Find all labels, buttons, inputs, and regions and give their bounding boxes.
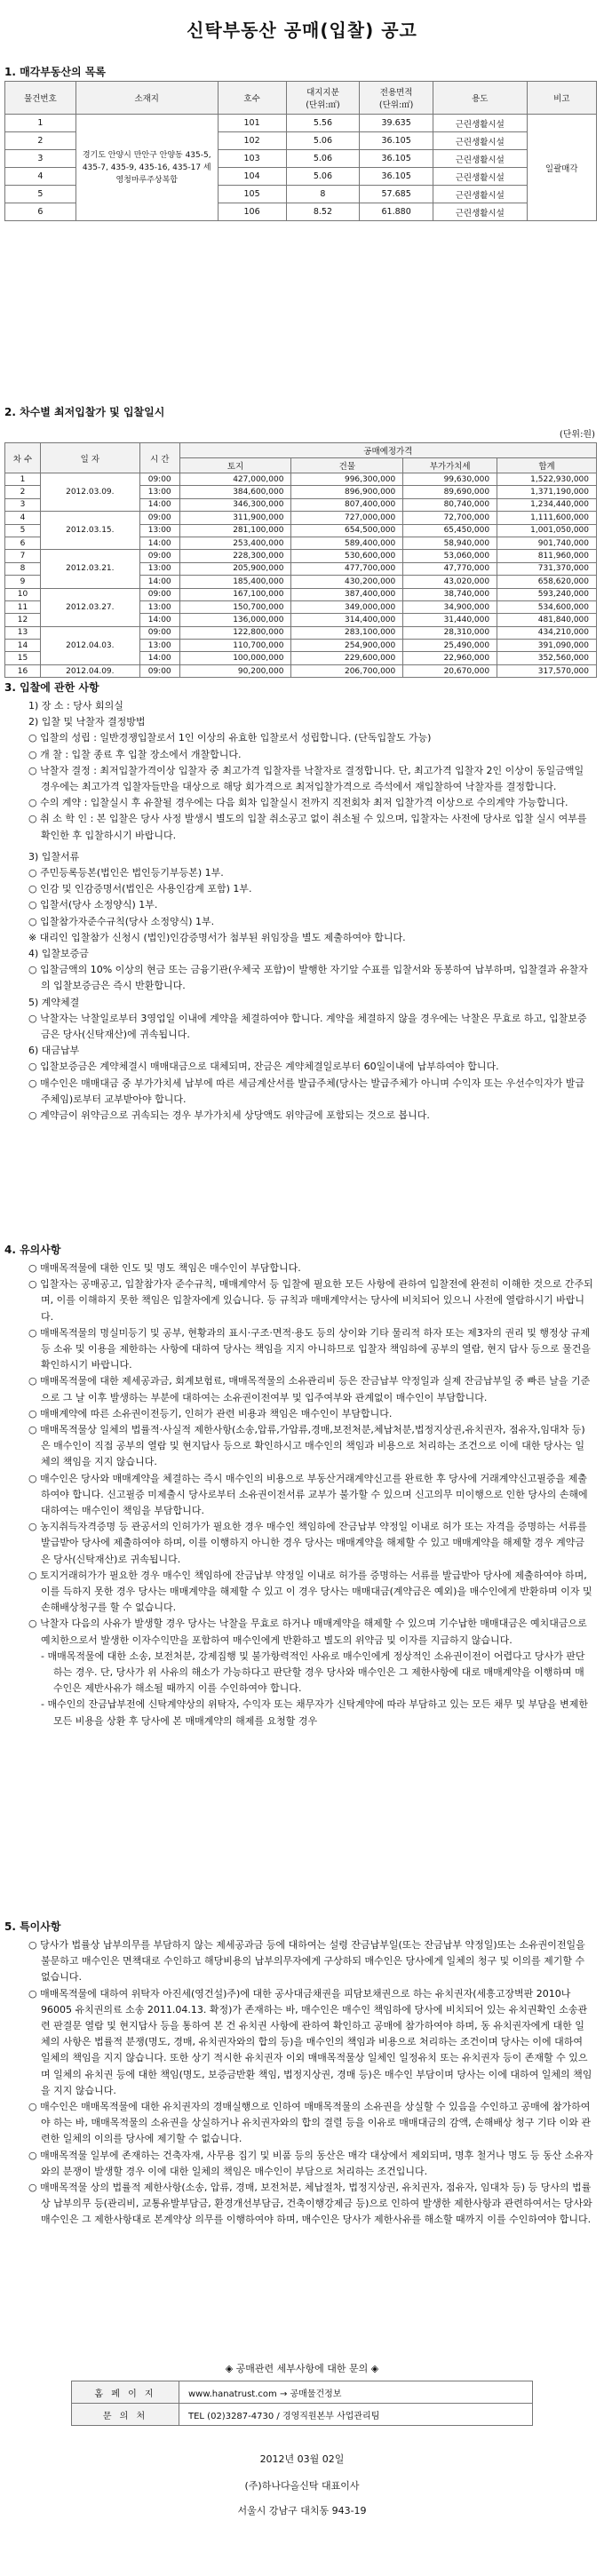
- unit-label: (단위:원): [559, 430, 595, 440]
- cell-time: 13:00: [139, 486, 179, 498]
- cell-land: 185,400,000: [179, 576, 291, 588]
- cell-land: 8.52: [286, 203, 360, 221]
- cell-vat: 65,450,000: [403, 524, 497, 537]
- section3-body: [16, 698, 593, 1124]
- cell-total: 1,371,190,000: [497, 486, 597, 498]
- cell-location: 경기도 안양시 만안구 안양동 435-5, 435-7, 435-9, 435-16, 435-17 세영청마루주상복합: [76, 115, 218, 221]
- text-line: ○ 인감 및 인감증명서(법인은 사용인감계 포함) 1부.: [28, 883, 252, 895]
- text-line: ○ 취 소 학 인 : 본 입찰은 당사 사정 발생시 별도의 입찰 취소공고 없이 취소될 수 있으며, 입찰자는 사전에 당사로 입찰 실시 여부를 확인한 후 입찰하시기 바랍니다.: [28, 813, 587, 841]
- header-cell: 비고: [527, 82, 596, 115]
- cell-remark: 일괄매각: [527, 115, 596, 221]
- cell-vat: 28,310,000: [403, 626, 497, 639]
- text-line: ○ 주민등록등본(법인은 법인등기부등본) 1부.: [28, 867, 224, 879]
- section3-heading: 3. 입찰에 관한 사항: [4, 681, 99, 694]
- cell-use: 근린생활시설: [433, 203, 527, 221]
- cell-building: 896,900,000: [291, 486, 403, 498]
- cell-building: 387,400,000: [291, 588, 403, 600]
- cell-date: 2012.03.21.: [40, 550, 139, 588]
- cell-time: 14:00: [139, 652, 179, 664]
- header-cell: 물건번호: [5, 82, 76, 115]
- cell-use: 근린생활시설: [433, 132, 527, 150]
- cell-round: 6: [5, 537, 41, 549]
- cell-time: 09:00: [139, 664, 179, 677]
- cell-area: 36.105: [360, 150, 433, 168]
- cell-time: 09:00: [139, 512, 179, 524]
- cell-building: 530,600,000: [291, 550, 403, 562]
- cell-land: 150,700,000: [179, 600, 291, 613]
- cell-time: 14:00: [139, 537, 179, 549]
- contact-heading: ◈ 공매관련 세부사항에 대한 문의 ◈: [225, 2363, 379, 2374]
- cell-building: 349,000,000: [291, 600, 403, 613]
- cell-total: 317,570,000: [497, 664, 597, 677]
- cell-building: 477,700,000: [291, 562, 403, 575]
- cell-land: 136,000,000: [179, 614, 291, 626]
- text-line: ○ 매수인은 매매목적물에 대한 유치권자의 경매실행으로 인하여 매매목적물의 소유권을 상실할 수 있음을 수인하고 공매에 참가하여야 하는 바, 매매목적물의 소유권을 상실하거나 유치권자와의 합의 결렬 등을 이유로 매매대금의 감액, 손해배상 청구 기타 이와 관련한 일체의 이의를 당사에 제기할 수 없습니다.: [28, 2101, 591, 2145]
- contact-value: TEL (02)3287-4730 / 경영직원본부 사업관리팀: [179, 2404, 533, 2426]
- header-round: 차 수: [5, 443, 41, 473]
- header-total: 합계: [497, 458, 597, 473]
- contact-label: 홈 페 이 지: [72, 2381, 179, 2404]
- cell-land: 384,600,000: [179, 486, 291, 498]
- text-line: ※ 대리인 입찰참가 신청시 (법인)인감증명서가 첨부된 위임장을 별도 제출하여야 합니다.: [28, 931, 406, 943]
- cell-total: 1,234,440,000: [497, 498, 597, 511]
- text-line: ○ 토지거래허가가 필요한 경우 매수인 책임하에 잔금납부 약정일 이내로 허가를 증명하는 서류를 발급받아 당사에 제출하여야 하며, 이를 득하지 못한 경우 당사는 매매계약을 해제할 수 있고 이 경우 당사는 매매대금(계약금은 예외)을 매수인에게 반환하며 이자 및 손해배상청구를 할 수 없습니다.: [28, 1569, 592, 1614]
- text-line: 5) 계약체결: [28, 996, 80, 1008]
- header-cell: 소재지: [76, 82, 218, 115]
- cell-land: 346,300,000: [179, 498, 291, 511]
- cell-land: 5.06: [286, 150, 360, 168]
- text-line: ○ 매매목적물에 대하여 위탁자 아진세(영건설)주)에 대한 공사대금채권을 피담보채권으로 하는 유치권자(세흥고장벽판 2010나96005 유치권의료 소송 2011.04.13. 확정)가 존재하는 바, 매수인은 매수인 책임하에 당사에 비치되어 있는 유치권확인 소송관련 판결문 열람 및 현지답사 등을 통하여 본 건 유치권 사항에 관하여 확인하고 공매에 참가하여야 하며, 동 유치권자에게 대한 일체의 사항은 법률적 분쟁(명도, 경매, 유치권자와의 합의 등)을 매수인의 책임과 비용으로 처리하는 조건이며 당사는 이에 대하여 일체의 책임을 지지 않습니다. 또한 상기 적시한 유치권자 이외 매매목적물상 일체인 일정유치 또는 유치권자 등이 존재할 수 있으며 일체의 유치권 등에 대한 책임(명도, 보증금반환 책임, 법정지상권, 경매 등)은 매수인 부담이며 당사는 이에 대하여 일체의 책임을 지지 않습니다.: [28, 1987, 592, 2096]
- cell-building: 314,400,000: [291, 614, 403, 626]
- cell-vat: 20,670,000: [403, 664, 497, 677]
- company-name: (주)하나다올신탁 대표이사: [244, 2480, 360, 2492]
- cell-vat: 89,690,000: [403, 486, 497, 498]
- cell-round: 1: [5, 473, 41, 486]
- cell-building: 206,700,000: [291, 664, 403, 677]
- cell-round: 8: [5, 562, 41, 575]
- cell-area: 36.105: [360, 132, 433, 150]
- cell-time: 09:00: [139, 626, 179, 639]
- cell-round: 13: [5, 626, 41, 639]
- cell-time: 09:00: [139, 588, 179, 600]
- cell-land: 5.06: [286, 168, 360, 186]
- cell-round: 4: [5, 512, 41, 524]
- text-line: ○ 낙찰자는 낙찰일로부터 3영업일 이내에 계약을 체결하여야 합니다. 계약을 체결하지 않을 경우에는 낙찰은 무효로 하고, 입찰보증금은 당사(신탁재산)에 귀속됩니다.: [28, 1012, 587, 1041]
- cell-time: 13:00: [139, 640, 179, 652]
- text-line: ○ 매매목적물 일부에 존재하는 건축자재, 사무용 집기 및 비품 등의 동산은 매각 대상에서 제외되며, 명후 철거나 명도 등 동산 소유자와의 분쟁이 발생할 경우 이에 대한 일체의 책임은 매수인이 부담으로 처리하는 조건입니다.: [28, 2149, 593, 2177]
- cell-building: 229,600,000: [291, 652, 403, 664]
- text-line: ○ 매매목적물에 대한 제세공과금, 회계보험료, 매매목적물의 소유관리비 등은 잔금납부 약정일과 실제 잔금납부일 중 빠른 날을 기준으로 그 날 이후 발생하는 부분에 대하여는 소유권이전여부 및 입주여부와 관계없이 매수인이 부담합니다.: [28, 1375, 591, 1403]
- cell-date: 2012.04.03.: [40, 626, 139, 664]
- cell-area: 39.635: [360, 115, 433, 132]
- section5-heading-wrap: [4, 1919, 582, 1935]
- cell-time: 13:00: [139, 562, 179, 575]
- cell-total: 1,111,600,000: [497, 512, 597, 524]
- cell-land: 311,900,000: [179, 512, 291, 524]
- cell-vat: 72,700,000: [403, 512, 497, 524]
- cell-unit: 103: [218, 150, 286, 168]
- cell-vat: 31,440,000: [403, 614, 497, 626]
- text-line: ○ 입찰의 성립 : 일반경쟁입찰로서 1인 이상의 유효한 입찰로서 성립합니다. (단독입찰도 가능): [28, 732, 432, 744]
- cell-round: 9: [5, 576, 41, 588]
- cell-total: 731,370,000: [497, 562, 597, 575]
- text-line: 6) 대금납부: [28, 1045, 80, 1057]
- text-line: 2) 입찰 및 낙찰자 결정방법: [28, 716, 146, 728]
- header-cell: 호수: [218, 82, 286, 115]
- text-line: ○ 계약금이 위약금으로 귀속되는 경우 부가가치세 상당액도 위약금에 포함되는 것으로 봅니다.: [28, 1109, 430, 1122]
- section1-heading: 1. 매각부동산의 목록: [4, 66, 107, 78]
- cell-land: 253,400,000: [179, 537, 291, 549]
- section4-body: [16, 1260, 593, 1729]
- cell-vat: 25,490,000: [403, 640, 497, 652]
- cell-unit: 101: [218, 115, 286, 132]
- cell-vat: 53,060,000: [403, 550, 497, 562]
- text-line: ○ 수의 계약 : 입찰실시 후 유찰될 경우에는 다음 회차 입찰실시 전까지 직전회차 최저 입찰가격 이상으로 수의계약 가능합니다.: [28, 797, 568, 809]
- cell-building: 996,300,000: [291, 473, 403, 486]
- cell-round: 10: [5, 588, 41, 600]
- text-line: ○ 매매목적물의 명실미등기 및 공부, 현황과의 표시·구조·면적·용도 등의 상이와 기타 물리적 하자 또는 제3자의 권리 및 행정상 규제 등 소유 및 이용을 제한하는 사항에 대하여 당사는 책임을 지지 아니하므로 입찰자 책임하에 공부의 열람, 현지 답사 등으로 물건을 확인하시기 바랍니다.: [28, 1326, 591, 1371]
- cell-unit: 105: [218, 186, 286, 203]
- cell-total: 901,740,000: [497, 537, 597, 549]
- table-row: [5, 473, 597, 486]
- text-line: ○ 입찰금액의 10% 이상의 현금 또는 금융기관(우체국 포함)이 발행한 자기앞 수표를 입찰서와 동봉하여 납부하며, 입찰결과 유찰자의 입찰보증금은 즉시 반환합니다.: [28, 964, 588, 992]
- cell-building: 430,200,000: [291, 576, 403, 588]
- text-line: - 매수인의 잔금납부전에 신탁계약상의 위탁자, 수익자 또는 채무자가 신탁계약에 따라 부담하고 있는 모든 채무 및 부담을 변제한 모든 비용을 상환 후 당사에 본 매매계약의 해제를 요청할 경우: [41, 1698, 588, 1727]
- cell-land: 228,300,000: [179, 550, 291, 562]
- cell-total: 1,522,930,000: [497, 473, 597, 486]
- text-line: ○ 입찰보증금은 계약체결시 매매대금으로 대체되며, 잔금은 계약체결일로부터 60일이내에 납부하여야 합니다.: [28, 1061, 499, 1073]
- cell-total: 811,960,000: [497, 550, 597, 562]
- text-line: 1) 장 소 : 당사 회의실: [28, 700, 123, 712]
- text-line: ○ 입찰자는 공매공고, 입찰참가자 준수규칙, 매매계약서 등 입찰에 필요한 모든 사항에 관하여 입찰전에 완전히 이해한 것으로 간주되며, 이를 이해하지 못한 책임은 입찰자에게 있습니다. 등 규칙과 매매계약서는 당사에 비치되어 있으니 사전에 열람하시기 바랍니다.: [28, 1278, 593, 1323]
- cell-building: 727,000,000: [291, 512, 403, 524]
- text-line: ○ 입찰참가자준수규칙(당사 소정양식) 1부.: [28, 915, 215, 927]
- header-cell: 전용면적 (단위:㎡): [360, 82, 433, 115]
- cell-unit: 106: [218, 203, 286, 221]
- cell-use: 근린생활시설: [433, 186, 527, 203]
- cell-no: 5: [5, 186, 76, 203]
- section5-body: [16, 1937, 593, 2229]
- cell-area: 57.685: [360, 186, 433, 203]
- header-cell: 용도: [433, 82, 527, 115]
- cell-time: 09:00: [139, 473, 179, 486]
- text-line: ○ 농지취득자격증명 등 관공서의 인허가가 필요한 경우 매수인 책임하에 잔금납부 약정일 이내로 허가 또는 자격을 증명하는 서류를 발급받아 당사에 제출하여야 하며, 이를 이행하지 아니한 경우 당사는 매매계약을 해제할 수 있고 매매계약을 해제할 경우 계약금은 당사(신탁재산)로 귀속됩니다.: [28, 1521, 587, 1565]
- cell-building: 589,400,000: [291, 537, 403, 549]
- company-address: 서울시 강남구 대치동 943-19: [237, 2505, 367, 2516]
- cell-round: 12: [5, 614, 41, 626]
- cell-time: 13:00: [139, 600, 179, 613]
- table-header-row: [5, 82, 597, 115]
- cell-total: 534,600,000: [497, 600, 597, 613]
- section4-heading: 4. 유의사항: [4, 1244, 61, 1256]
- table-row: [5, 626, 597, 639]
- cell-unit: 104: [218, 168, 286, 186]
- price-schedule-table: [4, 442, 597, 678]
- text-line: ○ 매매계약에 따른 소유권이전등기, 인허가 관련 비용과 책임은 매수인이 부담합니다.: [28, 1407, 393, 1419]
- cell-land: 122,800,000: [179, 626, 291, 639]
- table-body: [5, 115, 597, 221]
- cell-building: 807,400,000: [291, 498, 403, 511]
- section2-block: [0, 404, 164, 419]
- header-cell: 대지지분 (단위:㎡): [286, 82, 360, 115]
- cell-vat: 47,770,000: [403, 562, 497, 575]
- cell-round: 15: [5, 652, 41, 664]
- header-land: 토지: [179, 458, 291, 473]
- text-line: ○ 매매목적물 상의 법률적 제한사항(소송, 압류, 경매, 보전처분, 체납절차, 법정지상권, 유치권자, 점유자, 임대차 등) 등 당사의 법률상 납부의무 등(관리비, 교통유발부담금, 환경개선부담금, 건축이행강제금 등)으로 인하여 발생한 제한사항과 관련하여서는 당사와 매수인은 그 제한사항대로 본계약상 의무를 이행하여야 하며, 매수인은 당사가 제한사유를 해소할 때까지 이를 수인하여야 합니다.: [28, 2182, 592, 2226]
- cell-no: 1: [5, 115, 76, 132]
- cell-building: 283,100,000: [291, 626, 403, 639]
- cell-round: 14: [5, 640, 41, 652]
- property-list-table: [4, 81, 597, 221]
- cell-land: 5.56: [286, 115, 360, 132]
- page-title: 신탁부동산 공매(입찰) 공고: [187, 20, 417, 41]
- cell-total: 352,560,000: [497, 652, 597, 664]
- cell-round: 3: [5, 498, 41, 511]
- cell-land: 205,900,000: [179, 562, 291, 575]
- cell-round: 7: [5, 550, 41, 562]
- cell-use: 근린생활시설: [433, 150, 527, 168]
- notice-date: 2012년 03월 02일: [259, 2453, 345, 2465]
- cell-round: 11: [5, 600, 41, 613]
- text-line: ○ 개 찰 : 입찰 종료 후 입찰 장소에서 개찰합니다.: [28, 748, 242, 760]
- cell-no: 2: [5, 132, 76, 150]
- cell-total: 593,240,000: [497, 588, 597, 600]
- cell-no: 6: [5, 203, 76, 221]
- table-row: [5, 550, 597, 562]
- contact-value: www.hanatrust.com → 공매물건정보: [179, 2381, 533, 2404]
- cell-time: 14:00: [139, 576, 179, 588]
- text-line: ○ 매매목적물에 대한 인도 및 명도 책임은 매수인이 부담합니다.: [28, 1262, 301, 1274]
- text-line: ○ 낙찰자 결정 : 최저입찰가격이상 입찰자 중 최고가격 입찰자를 낙찰자로 결정합니다. 단, 최고가격 입찰자 2인 이상이 동일금액일 경우에는 최고가격 입찰자들만을 대상으로 해당 회가격으로 최저입찰가격으로 즉석에서 재입찰하여 낙찰자를 결정합니다.: [28, 764, 584, 793]
- cell-vat: 99,630,000: [403, 473, 497, 486]
- cell-use: 근린생활시설: [433, 115, 527, 132]
- text-line: 4) 입찰보증금: [28, 948, 89, 960]
- cell-vat: 22,960,000: [403, 652, 497, 664]
- text-line: 3) 입찰서류: [28, 850, 80, 863]
- text-line: ○ 입찰서(당사 소정양식) 1부.: [28, 899, 158, 911]
- cell-land: 90,200,000: [179, 664, 291, 677]
- cell-building: 254,900,000: [291, 640, 403, 652]
- cell-vat: 34,900,000: [403, 600, 497, 613]
- section1-block: [0, 64, 106, 79]
- cell-date: 2012.03.27.: [40, 588, 139, 626]
- section5-heading: 5. 특이사항: [4, 1920, 61, 1933]
- cell-no: 4: [5, 168, 76, 186]
- cell-area: 36.105: [360, 168, 433, 186]
- cell-area: 61.880: [360, 203, 433, 221]
- cell-building: 654,500,000: [291, 524, 403, 537]
- header-vat: 부가가치세: [403, 458, 497, 473]
- contact-label: 문 의 처: [72, 2404, 179, 2426]
- section3-heading-wrap: [4, 680, 582, 696]
- text-line: ○ 매매목적물상 일체의 법률적·사실적 제한사항(소송,압류,가압류,경매,보전처분,체납처분,법정지상권,유치권자, 점유자,임대차 등)은 매수인이 직접 공부의 열람 및 현지답사 등으로 확인하시고 매수인의 책임과 비용으로 처리하는 조건으로 이에 대한 당사는 일체의 책임을 지지 않습니다.: [28, 1424, 585, 1468]
- text-line: ○ 매수인은 당사와 매매계약을 체결하는 즉시 매수인의 비용으로 부동산거래계약신고를 완료한 후 당사에 거래계약신고필증을 제출하여야 합니다. 신고필증 미제출시 당사로부터 소유권이전서류 교부가 불가할 수 있으며 신고의무 미이행으로 인한 당사의 손해에 대하여는 매수인이 책임을 부담합니다.: [28, 1472, 588, 1517]
- cell-land: 8: [286, 186, 360, 203]
- header-date: 일 자: [40, 443, 139, 473]
- cell-total: 658,620,000: [497, 576, 597, 588]
- cell-land: 100,000,000: [179, 652, 291, 664]
- cell-round: 16: [5, 664, 41, 677]
- cell-land: 281,100,000: [179, 524, 291, 537]
- text-line: ○ 매수인은 매매대금 중 부가가치세 납부에 따른 세금계산서를 발급주체(당사는 발급주체가 아니며 수익자 또는 우선수익자가 발급주체임)로부터 교부받아야 합니다.: [28, 1077, 585, 1105]
- text-line: ○ 당사가 법률상 납부의무를 부담하지 않는 제세공과금 등에 대하여는 설령 잔금납부일(또는 잔금납부 약정일)또는 소유권이전일을 불문하고 매수인은 면책대로 수인하고 해당비용의 납부의무자에게 구상하되 매수인은 당사에게 일체의 청구 및 이의를 제기할 수 없습니다.: [28, 1939, 585, 1984]
- cell-no: 3: [5, 150, 76, 168]
- cell-date: 2012.03.15.: [40, 512, 139, 550]
- cell-time: 09:00: [139, 550, 179, 562]
- cell-time: 14:00: [139, 614, 179, 626]
- contact-row: [72, 2381, 533, 2404]
- table-body: [5, 473, 597, 678]
- cell-land: 167,100,000: [179, 588, 291, 600]
- header-price-group: 공매예정가격: [179, 443, 596, 458]
- cell-use: 근린생활시설: [433, 168, 527, 186]
- section2-heading: 2. 차수별 최저입찰가 및 입찰일시: [4, 406, 165, 418]
- cell-vat: 58,940,000: [403, 537, 497, 549]
- table-row: [5, 115, 597, 132]
- cell-unit: 102: [218, 132, 286, 150]
- text-line: - 매매목적물에 대한 소송, 보전처분, 강제집행 및 불가항력적인 사유로 매수인에게 정상적인 소유권이전이 어렵다고 당사가 판단하는 경우. 단, 당사가 위 사유의 해소가 가능하다고 판단할 경우 당사와 매수인은 그 제한사항에 대로 매매계약을 이행하며 매수인은 제반사유가 해소될 때까지 이를 수인하여야 합니다.: [41, 1650, 585, 1695]
- table-row: [5, 664, 597, 677]
- cell-land: 5.06: [286, 132, 360, 150]
- cell-total: 1,001,050,000: [497, 524, 597, 537]
- contact-table: [71, 2381, 533, 2426]
- header-time: 시 간: [139, 443, 179, 473]
- section4-heading-wrap: [4, 1242, 582, 1258]
- cell-total: 434,210,000: [497, 626, 597, 639]
- table-row: [5, 512, 597, 524]
- cell-date: 2012.03.09.: [40, 473, 139, 512]
- header-building: 건물: [291, 458, 403, 473]
- cell-total: 481,840,000: [497, 614, 597, 626]
- cell-land: 427,000,000: [179, 473, 291, 486]
- cell-land: 110,700,000: [179, 640, 291, 652]
- cell-date: 2012.04.09.: [40, 664, 139, 677]
- cell-vat: 38,740,000: [403, 588, 497, 600]
- text-line: ○ 낙찰자 다음의 사유가 발생할 경우 당사는 낙찰을 무효로 하거나 매매계약을 해제할 수 있으며 기수납한 매매대금은 예치대금으로 예치한으로서 발생한 이자수익만을 포함하여 매수인에게 반환하고 별도의 위약금 및 이자를 지급하지 않습니다.: [28, 1618, 587, 1646]
- cell-round: 2: [5, 486, 41, 498]
- table-row: [5, 588, 597, 600]
- cell-time: 13:00: [139, 524, 179, 537]
- cell-total: 391,090,000: [497, 640, 597, 652]
- cell-vat: 80,740,000: [403, 498, 497, 511]
- cell-round: 5: [5, 524, 41, 537]
- contact-row: [72, 2404, 533, 2426]
- cell-vat: 43,020,000: [403, 576, 497, 588]
- cell-time: 14:00: [139, 498, 179, 511]
